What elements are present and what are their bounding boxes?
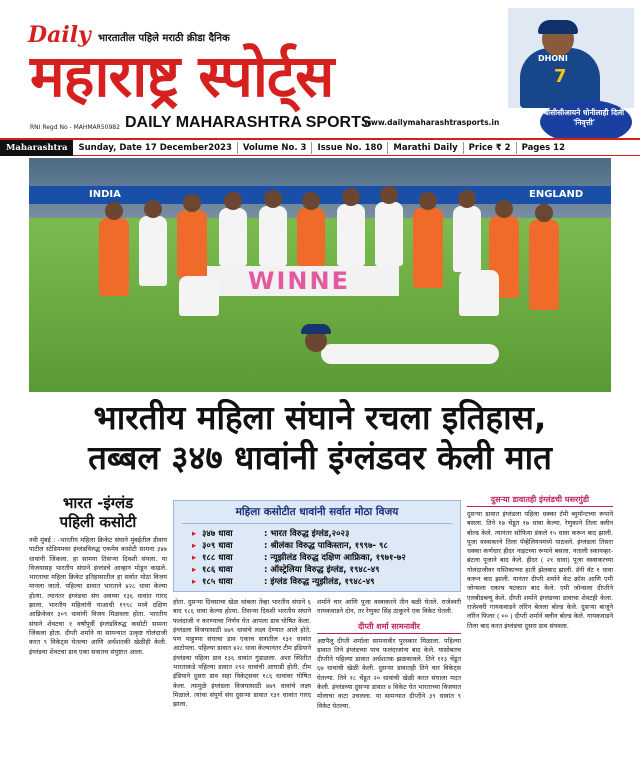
right-article [467,510,613,631]
left-article [29,494,167,657]
records-runs: १८८ धावा [202,553,233,563]
mid-article-col-1 [173,598,311,710]
records-match: : भारत विरुद्ध इंग्लंड,२०२३ [264,529,350,539]
main-headline [0,398,640,478]
masthead-title: महाराष्ट्र स्पोर्ट्स [30,42,334,110]
records-runs: १८६ धावा [202,565,233,575]
player-figure [139,216,167,286]
records-match: : इंग्लंड विरुद्ध न्यूझीलंड, १९४८-४९ [264,577,375,587]
lying-player-body [321,344,499,364]
records-match: : श्रीलंका विरुद्ध पाकिस्तान, १९९७- ९८ [264,541,388,551]
right-article-body: दुसऱ्या डावात इंग्लंडला पहिला धक्का टॅमी ब्युमॉन्टच्या रूपाने बसला. तिने १७ चेंडूत १७ धावा केल्या. रेणुकाने तिला क्लीन बोल्ड केले. त्यानंतर सोफिया डंकले १५ धावा करून बाद झाली. पूजा वस्त्राकरने तिला पॅव्हेलियनमध्ये पाठवले. इंग्लंडला तिसरा धक्का कर्णधार हीदर नाइटच्या रूपाने बसला. नताली स्कायव्हर- ब्रंटला पूजाने बाद केले. हीदर ( २१ धावा) पूजा वस्त्राकरच्या गोलंदाजीवर यस्तिकाच्या हाती झेलबाद झाली. डॅनी वॅट १ धावा करून बाद झाली. यानंतर दीप्ती शर्माने केट क्रॉस आणि एमी जोन्सला एकाच षटकात बाद केले. एमी जोन्सला दीप्तीने एलबीडब्ल्यू केले. दीप्ती शर्माने इंग्लंडच्या डावाचा शेवटही केला. राजेश्वरी गायकवाडने लॉरेन बेलला बोल्ड केले. दुसऱ्या बाजूने लॉरेन फिलर ( ०० ) दीप्ती शर्माने क्लीन बोल्ड केले. गायकवाडने तिला बाद करत इंग्लंडचा दुसरा डाव संपवला. [467,510,613,630]
player-figure-head [105,202,123,220]
records-row [192,540,457,552]
rni-number: RNI Regd No - MAHMAR50982 [30,124,120,131]
player-figure [179,276,219,316]
player-cap [538,20,578,34]
bullet-icon: ▸ [192,577,197,587]
bullet-icon: ▸ [192,529,197,539]
jersey-number: 7 [554,66,567,87]
masthead-daily: Daily [28,22,91,48]
left-article-title-1: भारत -इंग्लंड [62,494,134,512]
records-row [192,552,457,564]
volume-number: Volume No. 3 [238,142,313,154]
player-figure [177,210,207,278]
player-figure [259,206,287,266]
bullet-icon: ▸ [192,565,197,575]
language-label: Marathi Daily [388,142,463,154]
promo-text: बीसीसीआयने धोनीलाही दिली 'निवृत्ती' [543,108,625,127]
mid-article-body-3: अष्टपैलू दीप्ती शर्माला सामनावीर पुरस्कार मिळाला. पहिल्या डावात तिने इंग्लंडच्या पाच फलंदाजांना बाद केले. यासोबतच दीप्तीने पहिल्या डावात अर्धशतक झळकावले. तिने ११३ चेंडूत ६७ धावांची खेळी केली. दुसऱ्या डावातही तिने चार विकेट्स घेतल्या. तिने १८ चेंडूत २० धावांची खेळी करत संघाला मदत केली. इंग्लंडच्या दुसऱ्या डावात ४ विकेट घेत भारताच्या विजयात मोलाचा वाटा उचलला. या सामन्यात दीप्तीने ३९ धावांत ९ विकेट घेतल्या. [317,636,461,710]
records-box [173,500,461,592]
masthead-tagline: भारतातील पहिले मराठी क्रीडा दैनिक [98,33,230,44]
pages-label: Pages 12 [521,142,565,153]
boundary-hoarding [29,186,611,204]
hoarding-england: ENGLAND [529,189,584,200]
records-box-title: महिला कसोटीत धावांनी सर्वात मोठा विजय [235,506,399,518]
records-box-divider [182,523,452,524]
team-photo [29,158,611,392]
records-runs: ३४७ धावा [202,529,233,539]
edition-infobar [0,138,640,156]
player-figure-head [419,192,437,210]
player-figure [337,204,365,266]
issue-date: Sunday, Date 17 December2023 [73,142,237,154]
player-figure-head [144,200,162,218]
mid-article-body-1: होता. दुसऱ्या दिवसाचा खेळ थांबला तेव्हा भारतीय संघाने ६ बाद १८६ धावा केल्या होत्या. तिसऱ्या दिवशी भारतीय संघाने फलंदाजी न करण्याचा निर्णय घेत आपला डाव घोषित केला. इंग्लंडला विजयासाठी ४७९ धावांचे लक्ष्य देण्यात आले होते. पण पाहुण्या संघाचा डाव एकाच सत्रातील १३१ धावांत आटोपला. पहिल्या डावात ४२८ धावा केल्यानंतर टीम इंडियाने इंग्लंडचा पहिला डाव १३६ धावांत गुंडाळला. अशा स्थितीत भारताकडे पहिल्या डावात २९२ धावांची आघाडी होती. टीम इंडियाने दुसरा डाव सहा विकेट्सवर १८६ धावांवर घोषित केला. त्यामुळे इंग्लंडला विजयासाठी ४७९ धावांचे लक्ष्य मिळाले. त्यांचा संपूर्ण संघ दुसऱ्या डावात १३१ धावांत गारद झाला. [173,598,311,709]
mid-article-subhead: दीप्ती शर्मा सामनावीर [317,621,461,634]
mid-article-body-2: शर्माने चार आणि पूजा वस्त्राकरने तीन बळी घेतले. राजेश्वरी गायकवाडने दोन, तर रेणुका सिंह ठाकूरने एक विकेट घेतली. [317,598,461,616]
price-label: Price ₹ 2 [464,142,517,154]
lying-player-cap [301,324,331,334]
bullet-icon: ▸ [192,553,197,563]
player-figure [375,202,403,266]
hoarding-india: INDIA [89,189,121,200]
headline-line-1: भारतीय महिला संघाने रचला इतिहास, [93,398,547,437]
player-figure-head [183,194,201,212]
player-figure-head [458,190,476,208]
player-figure [413,208,443,288]
player-figure [453,206,481,272]
right-article-header [467,494,613,507]
records-row [192,576,457,588]
records-row [192,528,457,540]
masthead-english-title: DAILY MAHARASHTRA SPORTS [125,114,372,131]
headline-line-2: तब्बल ३४७ धावांनी इंग्लंडवर केली मात [88,438,552,477]
records-list [192,528,457,588]
left-article-title-2: पहिली कसोटी [59,513,137,531]
player-figure-head [535,204,553,222]
player-figure [219,208,247,266]
records-match: : ऑस्ट्रेलिया विरुद्ध इंग्लंड, १९४८-४९ [264,565,380,575]
player-figure-head [342,188,360,206]
player-figure-head [495,200,513,218]
website-link[interactable]: www.dailymaharashtrasports.in [364,118,500,127]
winners-banner: WINNE [199,266,399,296]
player-figure-head [224,192,242,210]
bullet-icon: ▸ [192,541,197,551]
player-figure [297,208,325,266]
records-runs: १८५ धावा [202,577,233,587]
edition-name: Maharashtra [0,140,73,156]
player-figure [99,218,129,296]
issue-number: Issue No. 180 [312,142,388,154]
player-figure-head [264,190,282,208]
player-figure [459,270,499,316]
records-runs: ३०९ धावा [202,541,233,551]
right-article-title: दुसऱ्या डावातही इंग्लंडची घसरगुंडी [467,494,613,507]
jersey-name: DHONI [538,54,568,63]
mid-article-col-2 [317,598,461,711]
left-article-body: नवी मुंबई : -भारतीय महिला क्रिकेट संघाने मुंबईतील डीवाय पाटील स्टेडियमवर इंग्लंडविरुद्ध एकमेव कसोटी सामना ३४७ धावांनी जिंकला. हा सामना तिसऱ्या दिवशी संपला. या विजयासह भारतीय संघाने इंग्लंडचे आव्हान मोडून काढले. भारताचा महिला क्रिकेट इतिहासातील हा सर्वात मोठा विजय मानला जातो. पहिल्या डावात भारताने ४२८ धावा केल्या होत्या. त्यानंतर इंग्लंडचा संघ अवघ्या १३६ धावांत गारद झाला. भारतीय महिलांनी याआधी १९९८ मध्ये दक्षिण आफ्रिकेवर ३०९ धावांनी विजय मिळवला होता. भारतीय संघाने शेवटचा १ वर्षांपूर्वी इंग्लंडविरुद्ध कसोटी सामना जिंकला होता. दीप्ती शर्माने या सामन्यात उत्कृष्ट गोलंदाजी करत ९ विकेट्स घेतल्या आणि अर्धशतकी खेळीही केली. इंग्लंडचा शेवटचा डाव एका सत्रातच संपुष्टात आला. [29,536,167,656]
player-figure-head [302,192,320,210]
records-row [192,564,457,576]
promo-image [508,8,634,108]
player-figure-head [380,186,398,204]
records-match: : न्यूझीलंड विरुद्ध दक्षिण आफ्रिका, १९७१-७२ [264,553,406,563]
player-figure [529,220,559,310]
